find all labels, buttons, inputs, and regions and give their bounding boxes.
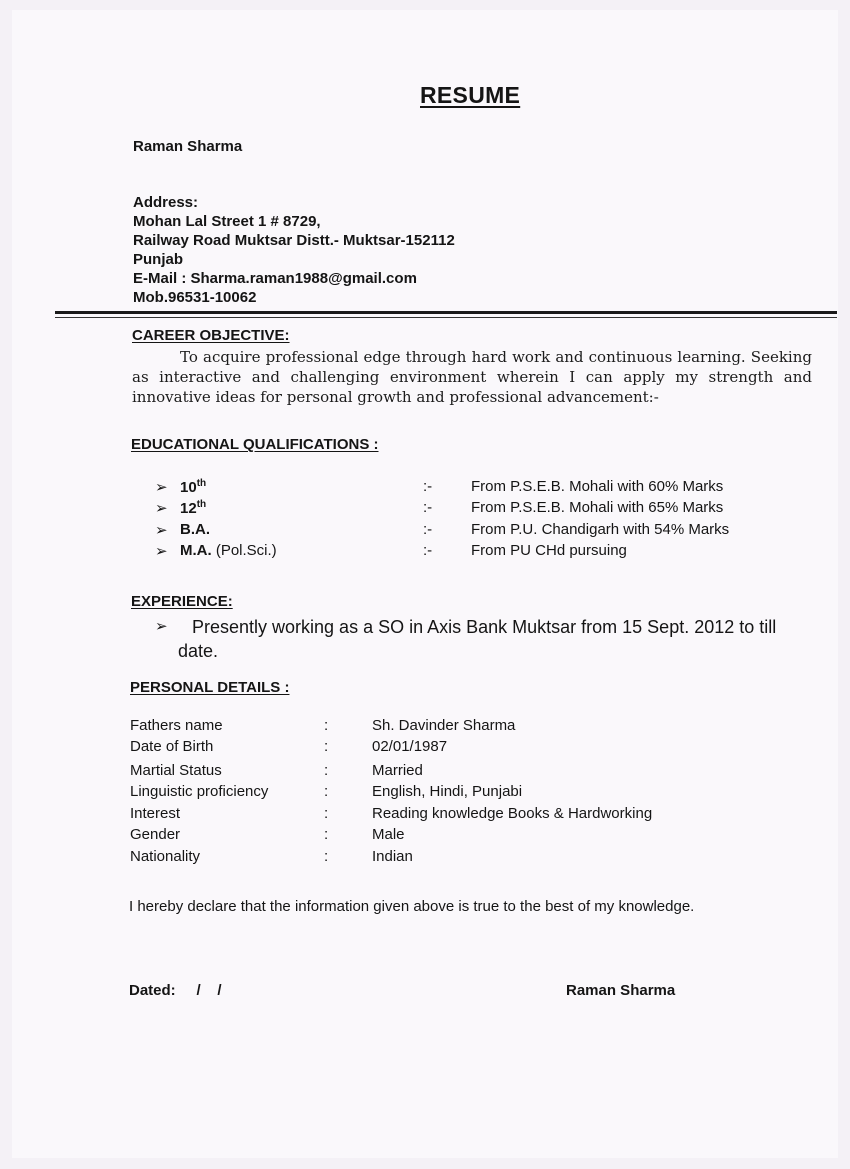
personal-value: Sh. Davinder Sharma [372,717,516,734]
degree-name: 12th [180,499,207,517]
divider-thick [55,311,837,314]
mobile-line: Mob.96531-10062 [133,289,257,306]
degree-detail: From PU CHd pursuing [471,542,627,559]
personal-label: Fathers name [130,717,223,734]
degree-detail: From P.S.E.B. Mohali with 60% Marks [471,478,724,495]
personal-colon: : [324,783,329,800]
address-line-2: Railway Road Muktsar Distt.- Muktsar-152112 [133,232,455,249]
bullet-arrow-icon: ➢ [155,618,168,635]
experience-line-2: date. [178,641,219,661]
personal-value: Reading knowledge Books & Hardworking [372,805,653,822]
career-heading: CAREER OBJECTIVE: [132,327,290,344]
personal-colon: : [324,848,329,865]
personal-heading: PERSONAL DETAILS : [130,679,290,696]
career-objective-text: To acquire professional edge through hard work and continuous learning. Seeking as interactive and challenging environment wherein I can apply my strength and innovative ideas for personal growth and professional advancement:- [132,348,812,406]
personal-label: Date of Birth [130,738,214,755]
personal-label: Interest [130,805,181,822]
dated-field: Dated: / / [129,982,222,999]
personal-label: Martial Status [130,762,222,779]
email-line: E-Mail : Sharma.raman1988@gmail.com [133,270,417,287]
divider-thin [55,317,837,318]
row-separator: :- [423,478,433,495]
personal-colon: : [324,762,329,779]
personal-colon: : [324,717,329,734]
personal-colon: : [324,738,329,755]
degree-name: B.A. [180,521,210,538]
personal-value: Married [372,762,423,779]
row-separator: :- [423,521,433,538]
personal-value: Indian [372,848,413,865]
personal-colon: : [324,805,329,822]
address-block [133,193,455,307]
personal-colon: : [324,826,329,843]
address-line-1: Mohan Lal Street 1 # 8729, [133,213,321,230]
personal-value: 02/01/1987 [372,738,448,755]
signature-name: Raman Sharma [566,982,676,999]
personal-label: Gender [130,826,181,843]
row-separator: :- [423,542,433,559]
personal-value: Male [372,826,405,843]
bullet-arrow-icon: ➢ [155,479,168,496]
address-line-3: Punjab [133,251,184,268]
bullet-arrow-icon: ➢ [155,543,168,560]
degree-detail: From P.U. Chandigarh with 54% Marks [471,521,730,538]
education-heading: EDUCATIONAL QUALIFICATIONS : [131,436,379,453]
degree-detail: From P.S.E.B. Mohali with 65% Marks [471,499,724,516]
personal-label: Nationality [130,848,201,865]
bullet-arrow-icon: ➢ [155,522,168,539]
degree-name: 10th [180,478,207,496]
resume-title: RESUME [420,82,521,108]
bullet-arrow-icon: ➢ [155,500,168,517]
experience-heading: EXPERIENCE: [131,593,233,610]
address-label: Address: [133,194,199,211]
personal-value: English, Hindi, Punjabi [372,783,523,800]
declaration-text: I hereby declare that the information given above is true to the best of my knowledge. [129,898,695,915]
personal-label: Linguistic proficiency [130,783,269,800]
experience-line-1: Presently working as a SO in Axis Bank Muktsar from 15 Sept. 2012 to till [192,617,777,637]
experience-item [155,615,820,663]
row-separator: :- [423,499,433,516]
degree-name: M.A. (Pol.Sci.) [180,542,277,559]
candidate-name: Raman Sharma [133,138,243,155]
